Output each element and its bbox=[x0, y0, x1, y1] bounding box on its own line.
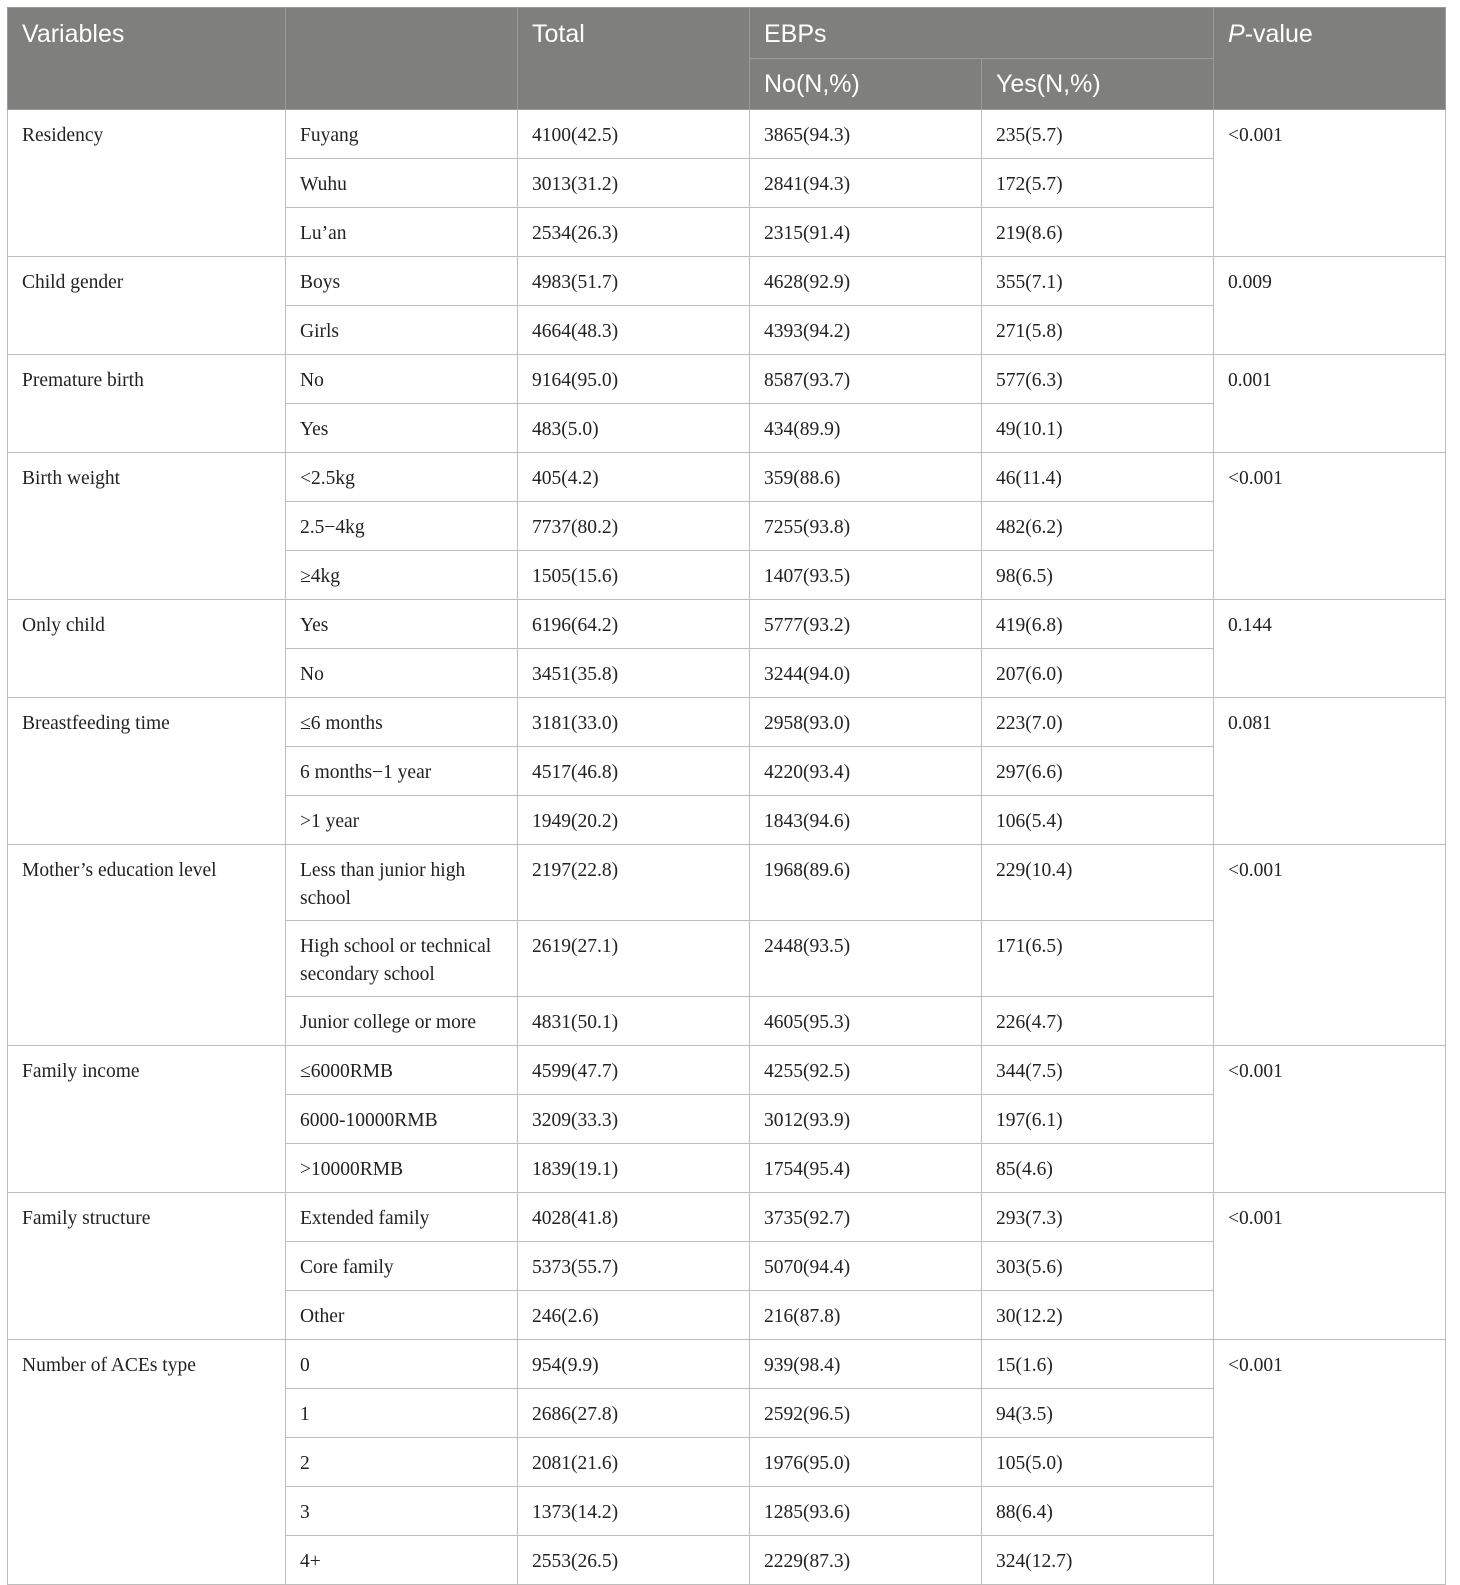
p-value-cell: 0.001 bbox=[1214, 355, 1446, 453]
ebps-yes-cell: 207(6.0) bbox=[982, 649, 1214, 698]
ebps-no-cell: 434(89.9) bbox=[750, 404, 982, 453]
level-cell: 6000-10000RMB bbox=[286, 1095, 518, 1144]
level-cell: ≤6000RMB bbox=[286, 1046, 518, 1095]
ebps-yes-cell: 223(7.0) bbox=[982, 698, 1214, 747]
level-cell: Girls bbox=[286, 306, 518, 355]
table-row bbox=[8, 1193, 1446, 1242]
table-body bbox=[8, 110, 1446, 1585]
level-cell: Boys bbox=[286, 257, 518, 306]
table-row bbox=[8, 600, 1446, 649]
p-value-cell: <0.001 bbox=[1214, 845, 1446, 1046]
level-cell: No bbox=[286, 355, 518, 404]
p-value-cell: <0.001 bbox=[1214, 1340, 1446, 1585]
total-cell: 4028(41.8) bbox=[518, 1193, 750, 1242]
total-cell: 954(9.9) bbox=[518, 1340, 750, 1389]
ebps-no-cell: 4628(92.9) bbox=[750, 257, 982, 306]
data-table bbox=[7, 7, 1446, 1585]
level-cell: ≤6 months bbox=[286, 698, 518, 747]
ebps-yes-cell: 15(1.6) bbox=[982, 1340, 1214, 1389]
total-cell: 2553(26.5) bbox=[518, 1536, 750, 1585]
ebps-yes-cell: 226(4.7) bbox=[982, 997, 1214, 1046]
level-cell: Fuyang bbox=[286, 110, 518, 159]
ebps-yes-cell: 419(6.8) bbox=[982, 600, 1214, 649]
level-cell: 2 bbox=[286, 1438, 518, 1487]
ebps-no-cell: 7255(93.8) bbox=[750, 502, 982, 551]
ebps-no-cell: 216(87.8) bbox=[750, 1291, 982, 1340]
table-row bbox=[8, 110, 1446, 159]
level-cell: 4+ bbox=[286, 1536, 518, 1585]
ebps-yes-cell: 94(3.5) bbox=[982, 1389, 1214, 1438]
total-cell: 1949(20.2) bbox=[518, 796, 750, 845]
level-cell: >10000RMB bbox=[286, 1144, 518, 1193]
table-row bbox=[8, 355, 1446, 404]
total-cell: 3181(33.0) bbox=[518, 698, 750, 747]
level-cell: Lu’an bbox=[286, 208, 518, 257]
ebps-yes-cell: 88(6.4) bbox=[982, 1487, 1214, 1536]
total-cell: 1839(19.1) bbox=[518, 1144, 750, 1193]
total-cell: 3013(31.2) bbox=[518, 159, 750, 208]
total-cell: 7737(80.2) bbox=[518, 502, 750, 551]
p-value-cell: 0.081 bbox=[1214, 698, 1446, 845]
header-ebps-yes: Yes(N,%) bbox=[982, 59, 1214, 110]
ebps-no-cell: 1976(95.0) bbox=[750, 1438, 982, 1487]
ebps-yes-cell: 293(7.3) bbox=[982, 1193, 1214, 1242]
level-cell: Junior college or more bbox=[286, 997, 518, 1046]
ebps-no-cell: 2229(87.3) bbox=[750, 1536, 982, 1585]
level-cell: Yes bbox=[286, 600, 518, 649]
header-total: Total bbox=[518, 8, 750, 110]
ebps-no-cell: 2592(96.5) bbox=[750, 1389, 982, 1438]
variable-name: Child gender bbox=[8, 257, 286, 355]
ebps-yes-cell: 98(6.5) bbox=[982, 551, 1214, 600]
ebps-no-cell: 4393(94.2) bbox=[750, 306, 982, 355]
ebps-yes-cell: 171(6.5) bbox=[982, 921, 1214, 997]
table-row bbox=[8, 257, 1446, 306]
ebps-yes-cell: 85(4.6) bbox=[982, 1144, 1214, 1193]
level-cell: 0 bbox=[286, 1340, 518, 1389]
ebps-yes-cell: 105(5.0) bbox=[982, 1438, 1214, 1487]
ebps-yes-cell: 106(5.4) bbox=[982, 796, 1214, 845]
level-cell: 1 bbox=[286, 1389, 518, 1438]
variable-name: Birth weight bbox=[8, 453, 286, 600]
total-cell: 4831(50.1) bbox=[518, 997, 750, 1046]
level-cell: Less than junior high school bbox=[286, 845, 518, 921]
level-cell: ≥4kg bbox=[286, 551, 518, 600]
total-cell: 6196(64.2) bbox=[518, 600, 750, 649]
level-cell: Core family bbox=[286, 1242, 518, 1291]
header-blank bbox=[286, 8, 518, 110]
p-value-cell: <0.001 bbox=[1214, 1193, 1446, 1340]
ebps-yes-cell: 46(11.4) bbox=[982, 453, 1214, 502]
variable-name: Number of ACEs type bbox=[8, 1340, 286, 1585]
level-cell: 2.5−4kg bbox=[286, 502, 518, 551]
level-cell: Extended family bbox=[286, 1193, 518, 1242]
total-cell: 405(4.2) bbox=[518, 453, 750, 502]
ebps-no-cell: 5777(93.2) bbox=[750, 600, 982, 649]
ebps-yes-cell: 219(8.6) bbox=[982, 208, 1214, 257]
p-value-cell: 0.009 bbox=[1214, 257, 1446, 355]
total-cell: 4100(42.5) bbox=[518, 110, 750, 159]
total-cell: 1505(15.6) bbox=[518, 551, 750, 600]
ebps-yes-cell: 229(10.4) bbox=[982, 845, 1214, 921]
table-row bbox=[8, 1046, 1446, 1095]
ebps-yes-cell: 172(5.7) bbox=[982, 159, 1214, 208]
ebps-yes-cell: 303(5.6) bbox=[982, 1242, 1214, 1291]
ebps-yes-cell: 482(6.2) bbox=[982, 502, 1214, 551]
total-cell: 2534(26.3) bbox=[518, 208, 750, 257]
ebps-no-cell: 8587(93.7) bbox=[750, 355, 982, 404]
table-row bbox=[8, 453, 1446, 502]
variable-name: Only child bbox=[8, 600, 286, 698]
variable-name: Residency bbox=[8, 110, 286, 257]
ebps-yes-cell: 344(7.5) bbox=[982, 1046, 1214, 1095]
p-value-cell: <0.001 bbox=[1214, 110, 1446, 257]
ebps-yes-cell: 577(6.3) bbox=[982, 355, 1214, 404]
ebps-no-cell: 939(98.4) bbox=[750, 1340, 982, 1389]
ebps-no-cell: 4255(92.5) bbox=[750, 1046, 982, 1095]
header-variables: Variables bbox=[8, 8, 286, 110]
ebps-no-cell: 5070(94.4) bbox=[750, 1242, 982, 1291]
variable-name: Breastfeeding time bbox=[8, 698, 286, 845]
total-cell: 483(5.0) bbox=[518, 404, 750, 453]
table-row bbox=[8, 845, 1446, 921]
total-cell: 2686(27.8) bbox=[518, 1389, 750, 1438]
total-cell: 4983(51.7) bbox=[518, 257, 750, 306]
ebps-yes-cell: 235(5.7) bbox=[982, 110, 1214, 159]
p-value-cell: <0.001 bbox=[1214, 1046, 1446, 1193]
header-ebps: EBPs bbox=[750, 8, 1214, 59]
ebps-yes-cell: 30(12.2) bbox=[982, 1291, 1214, 1340]
ebps-no-cell: 2448(93.5) bbox=[750, 921, 982, 997]
ebps-no-cell: 4220(93.4) bbox=[750, 747, 982, 796]
ebps-yes-cell: 355(7.1) bbox=[982, 257, 1214, 306]
level-cell: <2.5kg bbox=[286, 453, 518, 502]
level-cell: 3 bbox=[286, 1487, 518, 1536]
variable-name: Mother’s education level bbox=[8, 845, 286, 1046]
level-cell: No bbox=[286, 649, 518, 698]
header-ebps-no: No(N,%) bbox=[750, 59, 982, 110]
total-cell: 1373(14.2) bbox=[518, 1487, 750, 1536]
ebps-no-cell: 2958(93.0) bbox=[750, 698, 982, 747]
ebps-no-cell: 359(88.6) bbox=[750, 453, 982, 502]
total-cell: 5373(55.7) bbox=[518, 1242, 750, 1291]
level-cell: Other bbox=[286, 1291, 518, 1340]
ebps-no-cell: 1407(93.5) bbox=[750, 551, 982, 600]
ebps-no-cell: 3865(94.3) bbox=[750, 110, 982, 159]
total-cell: 2197(22.8) bbox=[518, 845, 750, 921]
total-cell: 2081(21.6) bbox=[518, 1438, 750, 1487]
ebps-no-cell: 3012(93.9) bbox=[750, 1095, 982, 1144]
level-cell: 6 months−1 year bbox=[286, 747, 518, 796]
variable-name: Premature birth bbox=[8, 355, 286, 453]
ebps-no-cell: 1285(93.6) bbox=[750, 1487, 982, 1536]
ebps-no-cell: 1843(94.6) bbox=[750, 796, 982, 845]
total-cell: 3451(35.8) bbox=[518, 649, 750, 698]
p-value-cell: <0.001 bbox=[1214, 453, 1446, 600]
level-cell: >1 year bbox=[286, 796, 518, 845]
ebps-no-cell: 4605(95.3) bbox=[750, 997, 982, 1046]
ebps-no-cell: 1968(89.6) bbox=[750, 845, 982, 921]
table-row bbox=[8, 698, 1446, 747]
ebps-no-cell: 2841(94.3) bbox=[750, 159, 982, 208]
data-table-container bbox=[7, 7, 1445, 1585]
total-cell: 2619(27.1) bbox=[518, 921, 750, 997]
ebps-yes-cell: 297(6.6) bbox=[982, 747, 1214, 796]
level-cell: Wuhu bbox=[286, 159, 518, 208]
ebps-no-cell: 2315(91.4) bbox=[750, 208, 982, 257]
variable-name: Family income bbox=[8, 1046, 286, 1193]
header-p-rest: -value bbox=[1244, 20, 1313, 48]
level-cell: Yes bbox=[286, 404, 518, 453]
total-cell: 4599(47.7) bbox=[518, 1046, 750, 1095]
variable-name: Family structure bbox=[8, 1193, 286, 1340]
ebps-no-cell: 3244(94.0) bbox=[750, 649, 982, 698]
ebps-yes-cell: 49(10.1) bbox=[982, 404, 1214, 453]
total-cell: 9164(95.0) bbox=[518, 355, 750, 404]
total-cell: 4664(48.3) bbox=[518, 306, 750, 355]
p-value-cell: 0.144 bbox=[1214, 600, 1446, 698]
table-header bbox=[8, 8, 1446, 110]
total-cell: 3209(33.3) bbox=[518, 1095, 750, 1144]
ebps-no-cell: 3735(92.7) bbox=[750, 1193, 982, 1242]
ebps-yes-cell: 271(5.8) bbox=[982, 306, 1214, 355]
ebps-yes-cell: 197(6.1) bbox=[982, 1095, 1214, 1144]
header-p-value bbox=[1214, 8, 1446, 110]
ebps-yes-cell: 324(12.7) bbox=[982, 1536, 1214, 1585]
table-row bbox=[8, 1340, 1446, 1389]
ebps-no-cell: 1754(95.4) bbox=[750, 1144, 982, 1193]
total-cell: 246(2.6) bbox=[518, 1291, 750, 1340]
total-cell: 4517(46.8) bbox=[518, 747, 750, 796]
level-cell: High school or technical secondary school bbox=[286, 921, 518, 997]
header-p-italic: P bbox=[1228, 20, 1245, 48]
